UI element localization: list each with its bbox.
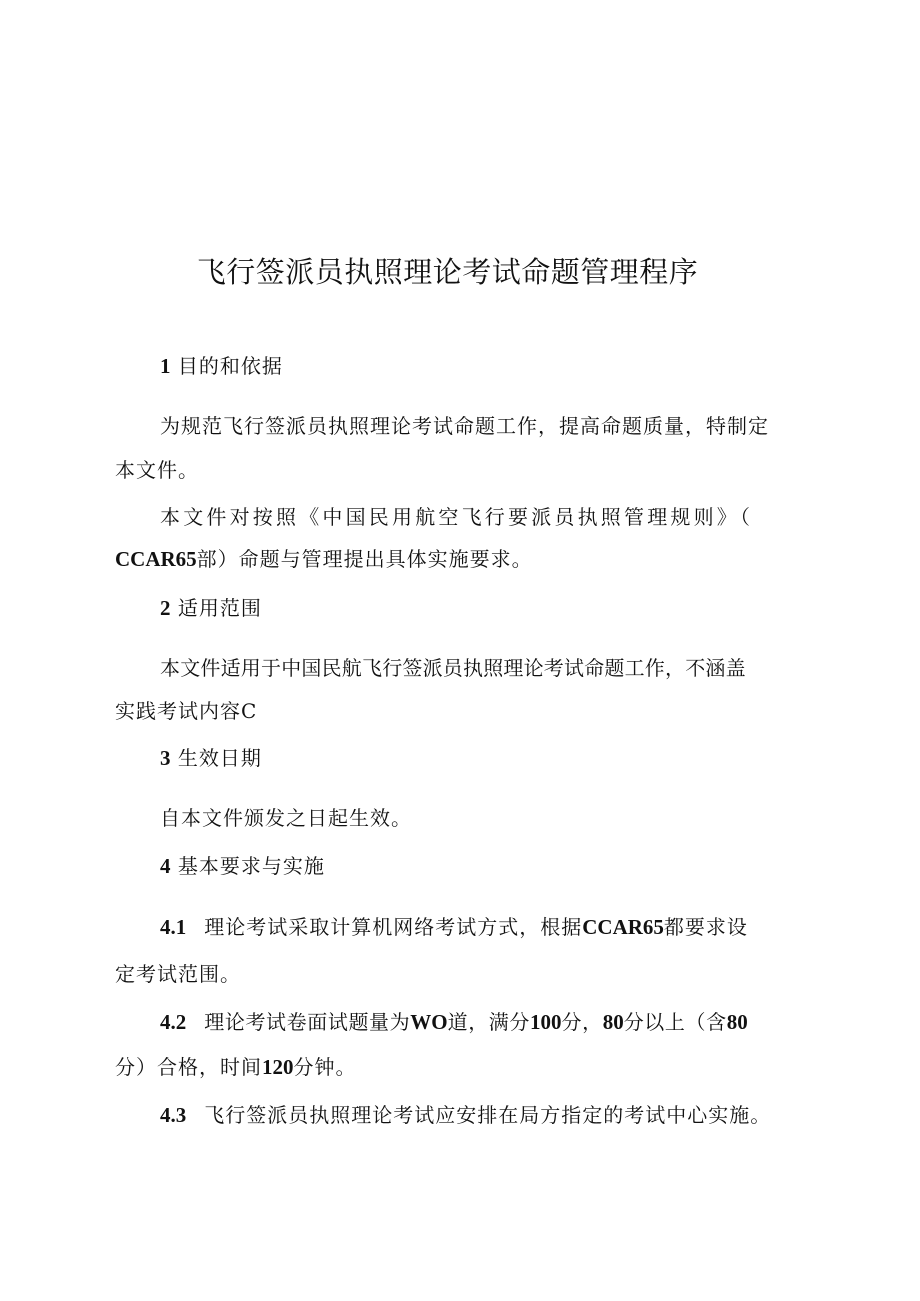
paragraph-line: 自本文件颁发之日起生效。 [160,806,412,830]
paragraph-line [115,545,533,573]
item-text: 都要求设 [663,915,748,939]
item-text: 分， [561,1010,603,1034]
item-text: 分以上（含 [623,1010,727,1034]
paragraph-line: 本文件。 [115,458,199,482]
section-title: 生效日期 [177,746,262,770]
section-title: 目的和依据 [177,354,283,378]
section-heading-2 [160,594,262,622]
item-text: 道，满分 [447,1010,530,1034]
item-number: 4.1 [160,915,187,939]
item-4-1-line [160,913,748,941]
paragraph-line [115,1053,357,1081]
section-heading-4 [160,852,325,880]
paragraph-line: 定考试范围。 [115,962,241,986]
item-text: 飞行签派员执照理论考试应安排在局方指定的考试中心实施。 [204,1103,772,1127]
item-4-3-line [160,1101,771,1129]
item-number: 4.3 [160,1103,187,1127]
section-heading-3 [160,744,262,772]
paragraph-line: 为规范飞行签派员执照理论考试命题工作，提高命题质量，特制定 [160,414,769,438]
item-text: 理论考试卷面试题量为 [204,1010,411,1034]
section-number: 4 [160,854,171,878]
section-title: 适用范围 [177,596,262,620]
full-score: 100 [530,1010,562,1034]
section-title: 基本要求与实施 [177,854,325,878]
item-text: 分钟。 [293,1055,357,1079]
item-number: 4.2 [160,1010,187,1034]
question-count: WO [410,1010,448,1034]
section-number: 3 [160,746,171,770]
pass-score: 80 [602,1010,624,1034]
document-title: 飞行签派员执照理论考试命题管理程序 [196,255,699,289]
item-text: 理论考试采取计算机网络考试方式，根据 [204,915,583,939]
item-4-2-line [160,1008,748,1036]
exam-duration: 120 [262,1055,294,1079]
paragraph-text: 部）命题与管理提出具体实施要求。 [196,547,533,571]
paragraph-line: 本文件对按照《中国民用航空飞行要派员执照管理规则》（ [160,505,754,529]
section-heading-1 [160,352,283,380]
regulation-code: CCAR65 [115,547,197,571]
paragraph-line: 本文件适用于中国民航飞行签派员执照理论考试命题工作，不涵盖 [160,656,746,680]
regulation-code: CCAR65 [582,915,664,939]
paragraph-line: 实践考试内容C [115,699,258,723]
item-text: 分）合格，时间 [115,1055,262,1079]
section-number: 1 [160,354,171,378]
pass-score: 80 [726,1010,748,1034]
section-number: 2 [160,596,171,620]
